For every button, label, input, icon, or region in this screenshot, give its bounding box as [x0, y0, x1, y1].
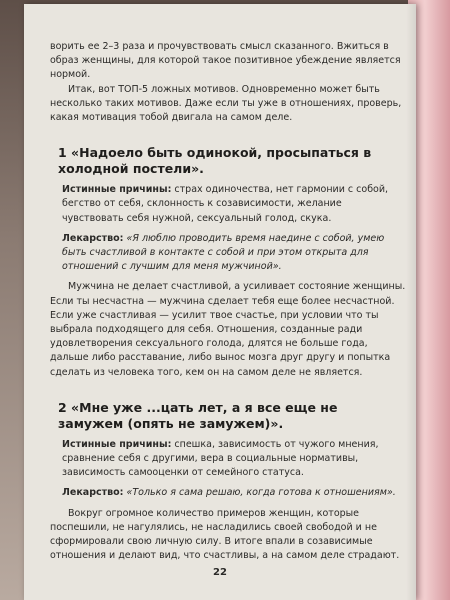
- section-1-heading: 1 «Надоело быть одинокой, просыпаться в холодной постели».: [58, 145, 372, 177]
- section-1-remedy: [50, 232, 406, 275]
- section-2-remedy: [50, 486, 406, 500]
- book-page: [24, 4, 416, 600]
- section-2-causes-text: спешка, зависимость от чужого мнения, сравнение себя с другими, вера в социальные нормативы, зависимость самооценки от семейного статуса.: [62, 438, 379, 479]
- section-2-body: Вокруг огромное количество примеров женщин, которые поспешили, не нагулялись, не насладились своей свободой и не сформировали свою личную силу. В итоге впали в созависимые отношения и делают вид, что счастливы, а на самом деле страдают.: [50, 507, 400, 562]
- section-2-heading: 2 «Мне уже ...цать лет, а я все еще не замужем (опять не замужем)».: [58, 399, 338, 431]
- section-1-body: Мужчина не делает счастливой, а усиливает состояние женщины. Если ты несчастна — мужчина сделает тебя еще более несчастной. Если уже счастливая — усилит твое счастье, при условии что ты выбрала подходящего для себя. Отношения, созданные ради удовлетворения сексуального голода, длятся не больше года, дальше либо расставание, либо вынос мозга друг другу и попытка сделать из человека того, кем он на самом деле не является.: [50, 281, 406, 378]
- section-1-causes-text: страх одиночества, нет гармонии с собой, бегство от себя, склонность к созависимости, желание чувствовать себя нужной, сексуальный голод, скука.: [62, 184, 389, 224]
- section-2-remedy-text: «Только я сама решаю, когда готова к отношениям».: [126, 487, 396, 499]
- section-2-causes-label: Истинные причины:: [62, 438, 172, 450]
- section-1: [50, 145, 406, 380]
- section-2-causes: [50, 438, 406, 481]
- page-number: 22: [213, 567, 227, 578]
- section-2: [50, 400, 406, 564]
- page-content: [50, 40, 406, 563]
- section-1-remedy-label: Лекарство:: [62, 232, 124, 244]
- section-2-remedy-label: Лекарство:: [62, 487, 124, 499]
- intro-paragraph-2: Итак, вот ТОП-5 ложных мотивов. Одновременно может быть несколько таких мотивов. Даже если ты уже в отношениях, проверь, какая мотивация тобой двигала на самом деле.: [50, 83, 402, 124]
- section-1-causes-label: Истинные причины:: [62, 184, 172, 196]
- section-1-remedy-text: «Я люблю проводить время наедине с собой, умею быть счастливой в контакте с собой и при этом открыта для отношений с лучшим для меня мужчиной».: [62, 232, 385, 273]
- section-1-causes: [50, 183, 406, 226]
- intro-paragraph-1: ворить ее 2–3 раза и прочувствовать смысл сказанного. Вжиться в образ женщины, для которой такое позитивное убеждение является нормой.: [50, 41, 401, 81]
- page-shadow: [406, 4, 416, 600]
